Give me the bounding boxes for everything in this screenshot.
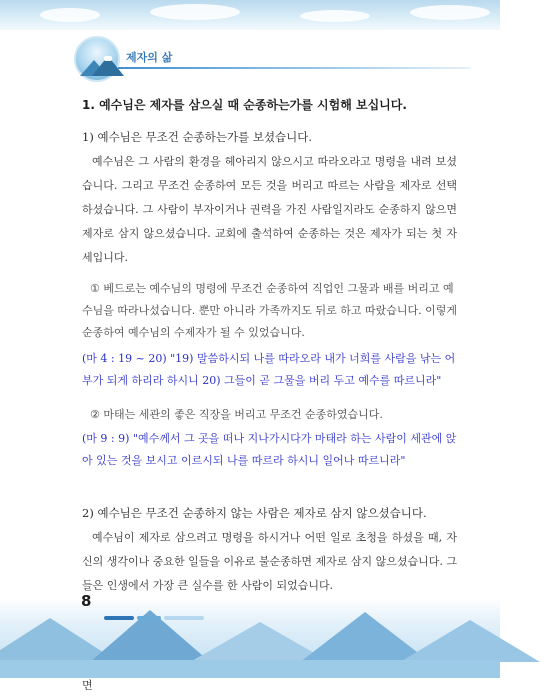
top-sky-banner — [0, 0, 500, 30]
page-tab-decoration — [104, 616, 214, 620]
sub-heading-2: 2) 예수님은 무조건 순종하지 않는 사람은 제자로 삼지 않으셨습니다. — [82, 506, 427, 520]
bible-verse-matthew-9: (마 9 : 9) "예수께서 그 곳을 떠나 지나가시다가 마태라 하는 사람이 세관에 앉아 있는 것을 보시고 이르시되 나를 따르라 하시니 일어나 따르니라" — [82, 432, 457, 467]
sub-heading-1: 1) 예수님은 무조건 순종하는가를 보셨습니다. — [82, 130, 313, 144]
header-divider — [118, 67, 470, 69]
paragraph-1: 예수님은 그 사람의 환경을 헤아리지 않으시고 따라오라고 명령을 내려 보셨습니다. 그리고 무조건 순종하여 모든 것을 버리고 따르는 사람을 제자로 선택하셨습니다. 그 사람이 부자이거나 권력을 가진 사람일지라도 순종하지 않으면 제자로 삼지 않으셨습니다. 교회에 출석하여 순종하는 것은 제자가 되는 첫 자세입니다. — [82, 155, 457, 264]
bottom-mountain-banner — [0, 598, 500, 678]
section-heading: 1. 예수님은 제자를 삼으실 때 순종하는가를 시험해 보십니다. — [82, 98, 407, 112]
chapter-title: 제자의 삶 — [126, 51, 173, 64]
paragraph-3: 면 — [82, 679, 93, 692]
page-number: 8 — [81, 592, 92, 610]
paragraph-2: 예수님이 제자로 삼으려고 명령을 하시거나 어떤 일로 초청을 하셨을 때, 자신의 생각이나 중요한 일들을 이유로 불순종하면 제자로 삼지 않으셨습니다. 그들은 인생에서 가장 큰 실수를 한 사람이 되었습니다. — [82, 531, 457, 592]
mountain-emblem-icon — [74, 36, 120, 82]
list-item-peter: ① 베드로는 예수님의 명령에 무조건 순종하여 직업인 그물과 배를 버리고 예수님을 따라나섰습니다. 뿐만 아니라 가족까지도 뒤로 하고 따랐습니다. 이렇게 순종하여 예수님의 수제자가 될 수 있었습니다. — [82, 282, 457, 339]
bible-verse-matthew-4: (마 4 : 19 ~ 20) "19) 말씀하시되 나를 따라오라 내가 너희를 사람을 낚는 어부가 되게 하리라 하시니 20) 그들이 곧 그물을 버리 두고 예수를 따르니라" — [82, 352, 456, 387]
list-item-matthew: ② 마태는 세관의 좋은 직장을 버리고 무조건 순종하였습니다. — [90, 408, 383, 421]
